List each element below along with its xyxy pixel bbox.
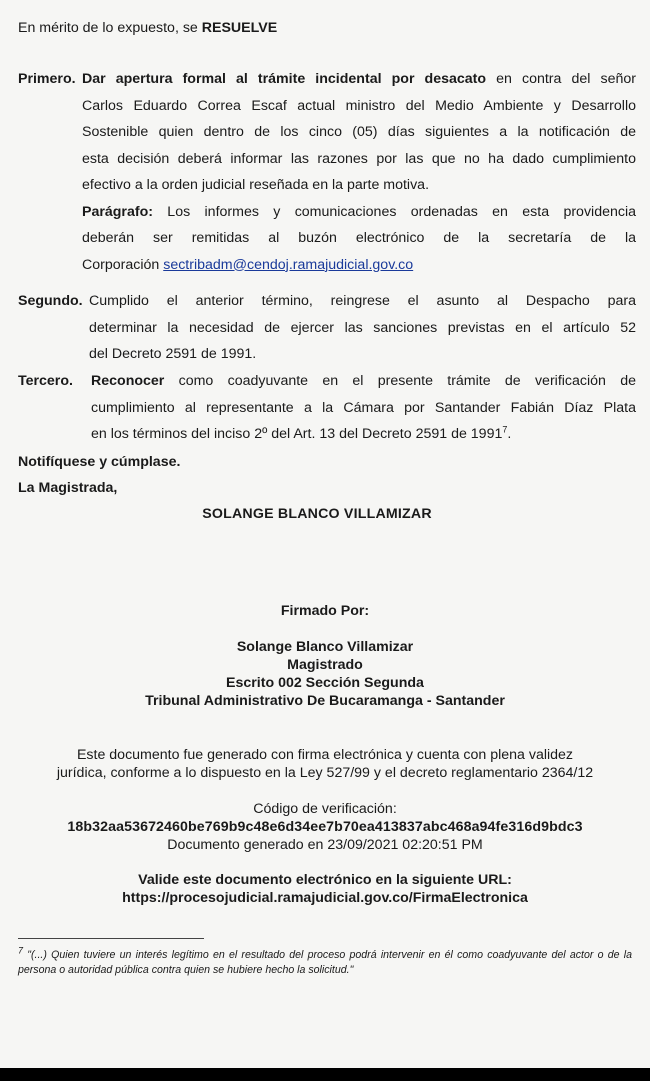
signer-name: SOLANGE BLANCO VILLAMIZAR	[202, 506, 432, 522]
resuelve-keyword: RESUELVE	[201, 20, 278, 36]
paragrafo-line-1: Parágrafo: Los informes y comunicaciones ordenadas en esta providencia	[82, 203, 636, 220]
verification-code: 18b32aa53672460be769b9c48e6d34ee7b70ea413837abc468a94fe316d9bdc3	[67, 819, 583, 835]
validity-note	[0, 746, 650, 782]
validity-line-1: Este documento fue generado con firma electrónica y cuenta con plena validez	[76, 747, 574, 763]
signature-tribunal: Tribunal Administrativo De Bucaramanga - Santander	[145, 693, 505, 709]
validity-line-2: jurídica, conforme a lo dispuesto en la Ley 527/99 y el decreto reglamentario 2364/12	[56, 765, 594, 781]
tercero-line-1: Reconocer como coadyuvante en el presente trámite de verificación de	[91, 373, 636, 389]
paragrafo-line-2: deberán ser remitidas al buzón electrónico de la secretaría de la	[82, 230, 636, 246]
section-label-segundo: Segundo.	[18, 293, 83, 309]
section-segundo	[18, 288, 636, 368]
notifiquese-line: Notifíquese y cúmplase.	[18, 454, 181, 470]
section-tercero	[18, 368, 636, 448]
validate-url[interactable]: https://procesojudicial.ramajudicial.gov.co/FirmaElectronica	[122, 890, 528, 906]
bottom-black-bar	[0, 1068, 650, 1081]
validate-block	[0, 871, 650, 907]
tercero-line-3: en los términos del inciso 2º del Art. 13 del Decreto 2591 de 1991$^7$.	[91, 424, 512, 442]
section-label-primero: Primero.	[18, 71, 76, 87]
primero-line-3: Sostenible quien dentro de los cinco (05) días siguientes a la notificación de	[82, 124, 636, 140]
segundo-line-3: del Decreto 2591 de 1991.	[89, 346, 257, 362]
verification-block	[0, 800, 650, 854]
signature-office: Escrito 002 Sección Segunda	[226, 675, 424, 691]
footnote-divider	[18, 938, 204, 939]
footnote-number: 7	[18, 945, 24, 956]
generated-date: Documento generado en 23/09/2021 02:20:51 PM	[167, 837, 483, 853]
intro-line: En mérito de lo expuesto, se RESUELVE	[18, 20, 278, 36]
primero-line-4: esta decisión deberá informar las razones por las que no ha dado cumplimiento	[82, 150, 636, 167]
firmado-por-heading: Firmado Por:	[280, 603, 370, 619]
verification-label: Código de verificación:	[253, 801, 397, 817]
footnote-text: $^7$ "(...) Quien tuviere un interés legítimo en el resultado del proceso podrá intervenir en él como coadyuvante del actor o de la persona o autoridad pública contra quien se hubiere hecho la solicitud."	[18, 945, 632, 976]
magistrada-line: La Magistrada,	[18, 480, 118, 496]
signature-name: Solange Blanco Villamizar	[236, 639, 414, 655]
paragrafo-line-3: Corporación sectribadm@cendoj.ramajudicial.gov.co	[82, 256, 414, 273]
section-primero	[18, 66, 636, 278]
section-label-tercero: Tercero.	[18, 373, 73, 389]
signature-block	[0, 638, 650, 710]
validate-label: Valide este documento electrónico en la siguiente URL:	[138, 872, 512, 888]
segundo-line-1: Cumplido el anterior término, reingrese el asunto al Despacho para	[89, 293, 636, 309]
primero-line-1: Dar apertura formal al trámite incidental por desacato en contra del señor	[82, 71, 636, 87]
primero-line-2: Carlos Eduardo Correa Escaf actual ministro del Medio Ambiente y Desarrollo	[82, 97, 636, 114]
tercero-line-2: cumplimiento al representante a la Cámara por Santander Fabián Díaz Plata	[91, 399, 636, 416]
email-link[interactable]: sectribadm@cendoj.ramajudicial.gov.co	[163, 256, 414, 273]
signature-role: Magistrado	[287, 657, 363, 673]
segundo-line-2: determinar la necesidad de ejercer las sanciones previstas en el artículo 52	[89, 319, 636, 336]
primero-line-5: efectivo a la orden judicial reseñada en la parte motiva.	[82, 177, 430, 193]
footnote-ref: 7	[502, 424, 508, 435]
